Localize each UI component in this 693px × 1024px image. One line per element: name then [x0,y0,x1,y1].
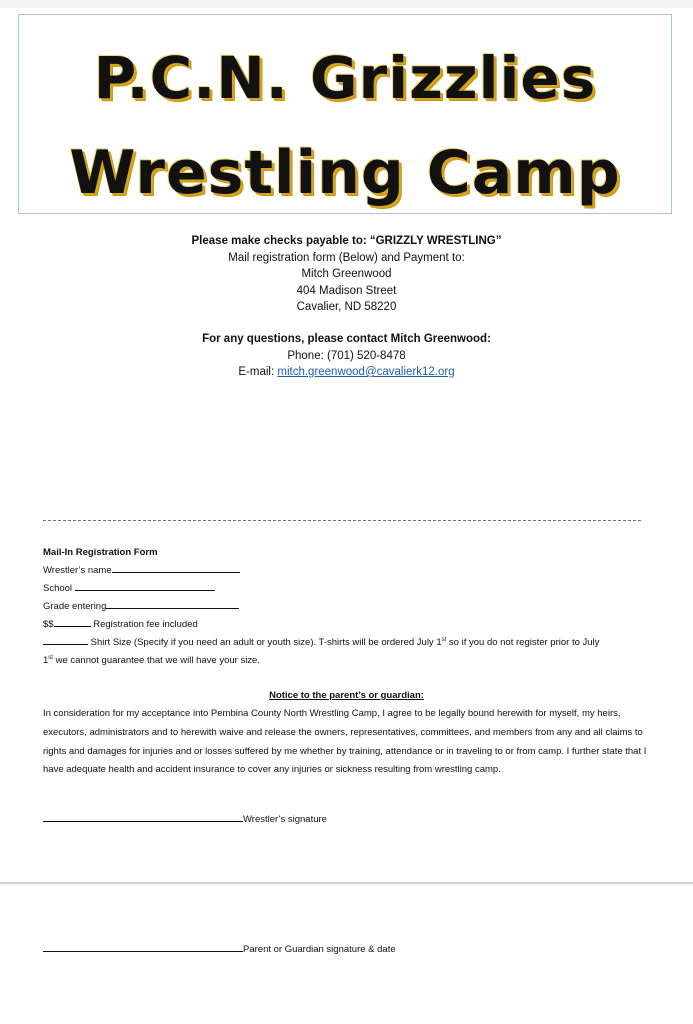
wrestler-signature-blank[interactable] [43,812,243,822]
grade-row [43,598,653,616]
grade-blank[interactable] [106,598,239,609]
shirt-sup-2: st [48,654,53,661]
fee-prefix: $$ [43,619,54,630]
shirt-text-b: so if you do not register prior to July [446,637,600,648]
shirt-text-c: 1 [43,655,49,666]
shirt-row-cont [43,652,653,670]
contact-phone: Phone: (701) 520-8478 [287,349,406,362]
page-break-divider [0,882,693,885]
mail-to-line: Mail registration form (Below) and Payment to: [228,251,465,264]
email-link[interactable]: mitch.greenwood@cavalierk12.org [277,366,455,378]
email-label: E-mail: [238,366,278,378]
contact-info [0,331,693,381]
wrestler-name-blank[interactable] [112,562,240,573]
grade-label: Grade entering [43,601,107,612]
parent-signature-row [43,942,396,957]
title-banner [18,14,672,214]
cut-line-divider [43,520,641,521]
mail-street: 404 Madison Street [296,284,397,297]
shirt-text-a: Shirt Size (Specify if you need an adult or youth size). T-shirts will be ordered July 1 [90,637,442,648]
parent-signature-label: Parent or Guardian signature & date [243,944,396,955]
shirt-text-d: we cannot guarantee that we will have your size. [52,655,260,666]
contact-heading: For any questions, please contact Mitch Greenwood: [202,333,491,345]
wrestler-signature-row [43,812,327,827]
contact-email-line [0,364,693,381]
shirt-size-blank[interactable] [43,634,88,645]
mail-name: Mitch Greenwood [301,268,392,280]
school-label: School [43,583,73,594]
shirt-sup-1: st [441,636,447,643]
mail-city: Cavalier, ND 58220 [296,301,397,313]
checks-payable-line: Please make checks payable to: “GRIZZLY WRESTLING” [191,235,502,247]
fee-row [43,616,653,634]
registration-form [43,544,653,670]
fee-blank[interactable] [54,616,91,627]
payment-info [0,233,693,316]
school-row [43,580,653,598]
notice-body: In consideration for my acceptance into Pembina County North Wrestling Camp, I agree to be legally bound herewith for myself, my heirs, executors, administrators and to herewith waive and release the owners, representatives, committees, and members from any and all claims to rights and damages for injuries and or losses suffered by me whether by training, attendance or in traveling to or from camp. I further state that I have adequate health and accident insurance to cover any injuries or sickness resulting from wrestling camp. [43,708,647,776]
title-line-2: Wrestling Camp [69,138,621,208]
notice-title: Notice to the parent’s or guardian: [269,690,424,701]
wrestler-name-label: Wrestler’s name [43,565,112,576]
fee-label: Registration fee included [93,619,198,630]
page-top-edge [0,0,693,8]
school-blank[interactable] [75,580,215,591]
wrestler-name-row [43,562,653,580]
parent-signature-blank[interactable] [43,942,243,952]
wrestler-signature-label: Wrestler’s signature [243,814,327,825]
form-heading: Mail-In Registration Form [43,547,158,558]
title-line-1: P.C.N. Grizzlies [93,44,597,112]
shirt-row [43,634,653,652]
